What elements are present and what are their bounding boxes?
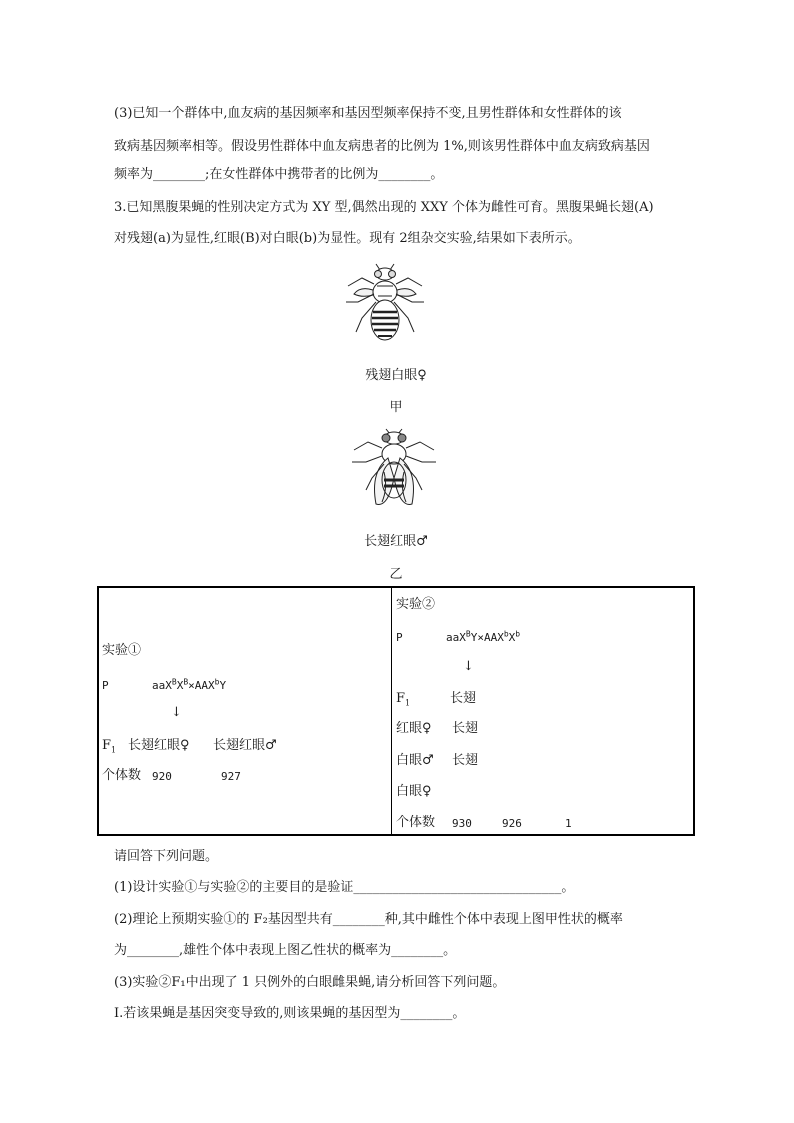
exp1-f1-phenotype-1: 长翅红眼♀ [128,738,190,753]
exp2-p-cross: $aaX^BY\times AAX^bX^b$ [446,629,521,644]
exp1-f1-phenotype-2: 长翅红眼♂ [213,738,277,753]
question-3: (3)实验②F₁中出现了 1 只例外的白眼雌果蝇,请分析回答下列问题。 [114,975,506,990]
question-2-line-2: 为________,雄性个体中表现上图乙性状的概率为________。 [114,943,457,958]
exp2-row4-a: 白眼♀ [396,784,432,799]
exp1-f1-label: $F_1$ [102,738,117,755]
exp2-row2-b: 长翅 [452,721,479,736]
exp2-p-label: P [396,631,403,644]
exp1-arrow: ↓ [171,705,182,720]
questions-prompt: 请回答下列问题。 [114,849,219,864]
exp1-p-cross: $aaX^BX^B\times AAX^bY$ [152,677,227,692]
exp2-count-2: 926 [502,817,522,830]
exp2-row3-b: 长翅 [452,753,479,768]
exp2-title: 实验② [396,597,436,612]
question-3-sub-1: Ⅰ.若该果蝇是基因突变导致的,则该果蝇的基因型为________。 [114,1006,466,1021]
exp2-row3-a: 白眼♂ [396,753,434,768]
q3-line-2: 对残翅(a)为显性,红眼(B)对白眼(b)为显性。现有 2组杂交实验,结果如下表所示。 [114,231,581,246]
fly-a-caption: 残翅白眼♀ [365,368,427,383]
fly-long-wing-red-eye-illustration [348,428,440,512]
intro-line-3: 频率为________;在女性群体中携带者的比例为________。 [114,167,444,182]
exp2-count-1: 930 [452,817,472,830]
fly-b-caption: 长翅红眼♂ [364,534,428,549]
intro-line-2: 致病基因频率相等。假设男性群体中血友病患者的比例为 1%,则该男性群体中血友病致病基因 [114,139,650,154]
fly-vestigial-white-eye-illustration [342,262,428,350]
exp2-f1-label: $F_1$ [396,691,411,708]
q3-line-1: 3.已知黑腹果蝇的性别决定方式为 XY 型,偶然出现的 XXY 个体为雌性可育。黑腹果蝇长翅(A) [114,200,654,215]
exp1-title: 实验① [102,643,142,658]
exp1-count-1: 920 [152,770,172,783]
exp2-count-label: 个体数 [396,815,436,830]
exp2-f1-wing-1: 长翅 [450,691,477,706]
exp1-count-2: 927 [221,770,241,783]
exp1-count-label: 个体数 [102,768,142,783]
fly-a-label: 甲 [389,400,403,415]
question-2-line-1: (2)理论上预期实验①的 F₂基因型共有________种,其中雌性个体中表现上图甲性状的概率 [114,912,623,927]
exp2-arrow: ↓ [463,659,474,674]
exp2-row2-a: 红眼♀ [396,721,432,736]
table-divider [391,588,392,834]
exp1-p-label: P [102,679,109,692]
intro-line-1: (3)已知一个群体中,血友病的基因频率和基因型频率保持不变,且男性群体和女性群体的该 [114,106,622,121]
exp2-count-3: 1 [565,817,572,830]
question-1: (1)设计实验①与实验②的主要目的是验证________________________________。 [114,880,575,895]
fly-b-label: 乙 [389,567,403,582]
